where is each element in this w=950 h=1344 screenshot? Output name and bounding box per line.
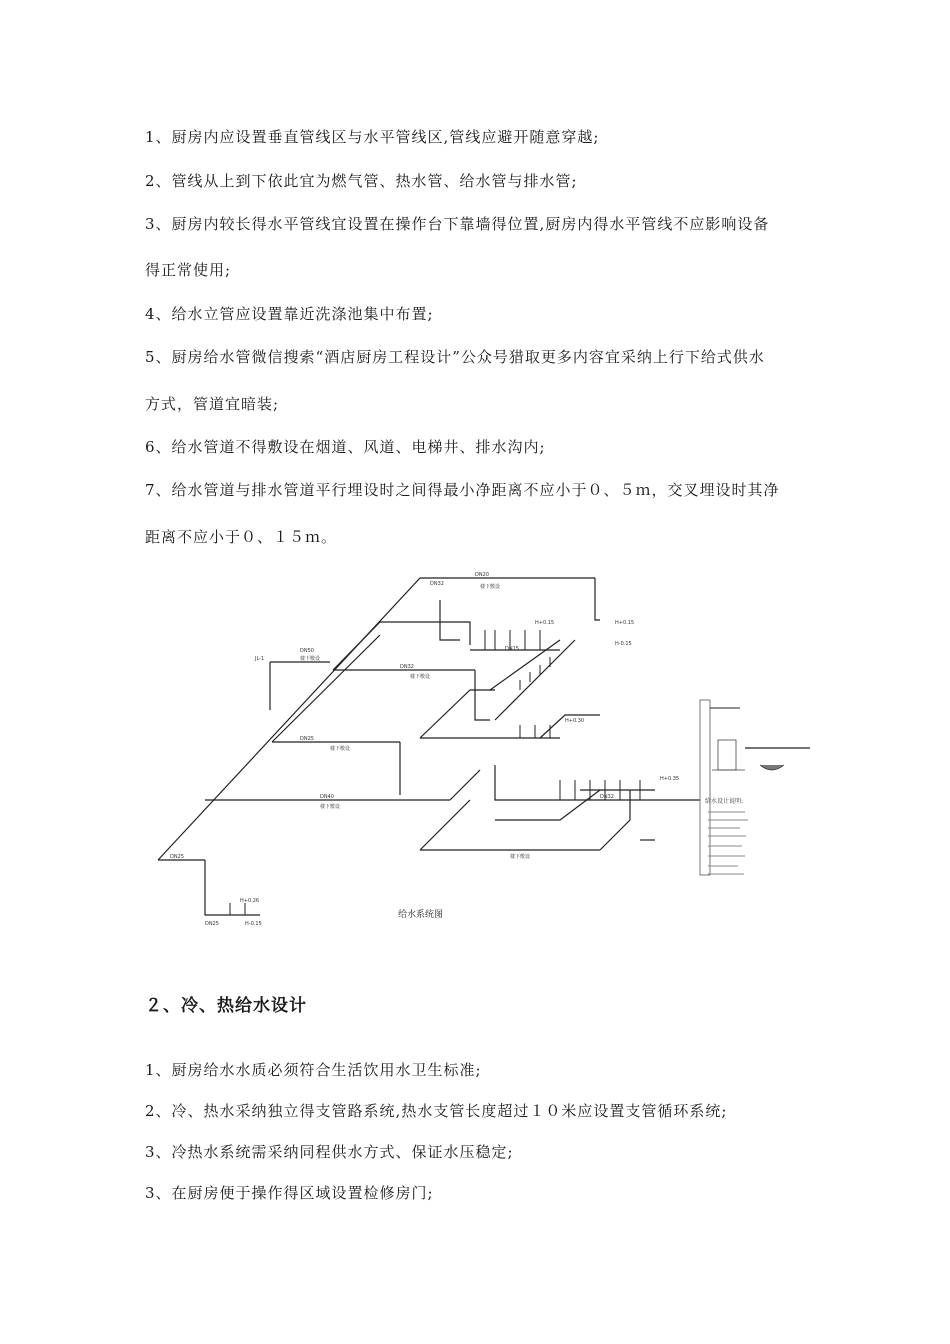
height-label-5: H+0.30: [565, 718, 585, 724]
pipe-label-dn32-2: DN32: [400, 664, 414, 670]
paragraph-item-2: 2、管线从上到下依此宜为燃气管、热水管、给水管与排水管;: [145, 172, 578, 190]
paragraph-item-3-cont: 得正常使用;: [145, 261, 232, 279]
paragraph-item-7: 7、给水管道与排水管道平行埋设时之间得最小净距离不应小于０、５ｍ，交叉埋设时其净: [145, 481, 780, 499]
detail-and-notes: [700, 700, 810, 875]
pipe-label-dn25-3: DN25: [205, 921, 219, 927]
pipe-label-dn25: DN25: [300, 736, 314, 742]
paragraph-item-6: 6、给水管道不得敷设在烟道、风道、电梯井、排水沟内;: [145, 438, 546, 456]
figure-caption: 给水系统图: [398, 910, 444, 920]
riser-label: JL-1: [255, 656, 265, 662]
pipe-network: [158, 578, 700, 915]
underfloor-label-5: 楼下敷设: [510, 854, 531, 860]
pipe-label-dn40: DN40: [320, 794, 334, 800]
height-label-6: H+0.26: [240, 898, 260, 904]
paragraph-item-7-cont: 距离不应小于０、１５ｍ。: [145, 528, 338, 546]
pipe-label-dn20: DN20: [475, 572, 489, 578]
underfloor-label-2: 楼下敷设: [410, 674, 431, 680]
paragraph-item-5-cont: 方式，管道宜暗装;: [145, 395, 280, 413]
pipe-label-dn50: DN50: [300, 648, 314, 654]
paragraph-s2-item-2: 2、冷、热水采纳独立得支管路系统,热水支管长度超过１０米应设置支管循环系统;: [145, 1102, 728, 1120]
paragraph-s2-item-1: 1、厨房给水水质必须符合生活饮用水卫生标准;: [145, 1061, 482, 1079]
pipe-label-dn32: DN32: [430, 581, 444, 587]
water-supply-system-diagram: [150, 565, 820, 935]
paragraph-item-4: 4、给水立管应设置靠近洗涤池集中布置;: [145, 305, 434, 323]
height-label-2: H+0.15: [615, 620, 635, 626]
underfloor-label-3: 楼下敷设: [330, 746, 351, 752]
paragraph-s2-item-3: 3、冷热水系统需采纳同程供水方式、保证水压稳定;: [145, 1143, 514, 1161]
underfloor-label-1: 楼下敷设: [300, 656, 321, 662]
paragraph-item-5: 5、厨房给水管微信搜索“酒店厨房工程设计”公众号猎取更多内容宜采纳上行下给式供水: [145, 348, 765, 366]
fixture-ticks: [230, 630, 640, 915]
height-label-3: H-0.15: [615, 641, 632, 647]
height-label-1: H+0.15: [535, 620, 555, 626]
height-label-7: H-0.15: [245, 921, 262, 927]
underfloor-label-4: 楼下敷设: [320, 804, 341, 810]
pipe-label-dn15: DN15: [505, 646, 519, 652]
notes-title: 给水设计说明:: [705, 798, 744, 805]
height-label-4: H+0.35: [660, 776, 680, 782]
paragraph-item-1: 1、厨房内应设置垂直管线区与水平管线区,管线应避开随意穿越;: [145, 128, 600, 146]
section-heading-cold-hot-water: ２、冷、热给水设计: [145, 996, 307, 1016]
underfloor-label-6: 楼下敷设: [480, 584, 501, 590]
pipe-label-dn25-2: DN25: [170, 854, 184, 860]
paragraph-s2-item-4: 3、在厨房便于操作得区域设置检修房门;: [145, 1184, 434, 1202]
pipe-label-dn32-3: DN32: [600, 794, 614, 800]
paragraph-item-3: 3、厨房内较长得水平管线宜设置在操作台下靠墙得位置,厨房内得水平管线不应影响设备: [145, 215, 770, 233]
